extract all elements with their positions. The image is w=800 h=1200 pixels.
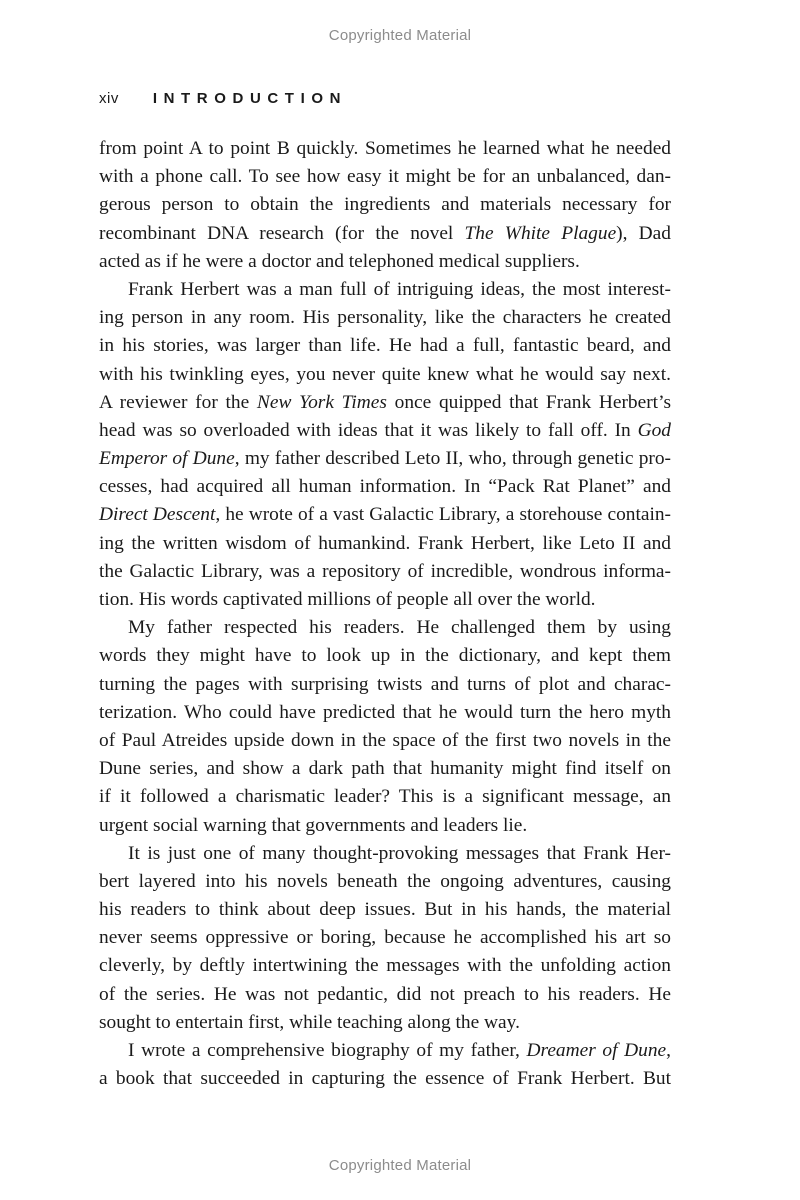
text-segment: , my father described Leto II, who, through genetic pro-: [234, 448, 671, 470]
italic-title: New York Times: [256, 391, 387, 413]
text-segment: turning the pages with surprising twists and turns of plot and charac-: [99, 673, 671, 695]
text-segment: acted as if he were a doctor and telephoned medical suppliers.: [99, 250, 580, 272]
text-segment: bert layered into his novels beneath the ongoing adventures, causing: [99, 870, 671, 892]
text-segment: of Paul Atreides upside down in the space of the first two novels in the: [99, 729, 671, 751]
text-segment: cesses, had acquired all human information. In “Pack Rat Planet” and: [99, 476, 671, 498]
text-segment: his readers to think about deep issues. But in his hands, the material: [99, 899, 671, 921]
text-segment: ,: [666, 1040, 671, 1061]
text-segment: sought to entertain first, while teaching along the way.: [99, 1011, 520, 1033]
text-line: [99, 389, 671, 417]
text-line: [99, 868, 671, 896]
text-line: [99, 981, 671, 1009]
text-line: [99, 191, 671, 219]
text-segment: urgent social warning that governments and leaders lie.: [99, 814, 528, 836]
text-line: [99, 304, 671, 332]
text-segment: gerous person to obtain the ingredients and materials necessary for: [99, 194, 671, 216]
italic-title: God: [637, 419, 671, 441]
text-segment: cleverly, by deftly intertwining the messages with the unfolding action: [99, 955, 671, 977]
text-line: [99, 248, 671, 276]
text-segment: ), Dad: [616, 222, 671, 244]
page-number: xiv: [99, 90, 119, 107]
text-segment: Frank Herbert was a man full of intriguing ideas, the most interest-: [128, 278, 671, 300]
text-line: [99, 135, 671, 163]
text-line: [99, 558, 671, 586]
text-line: [99, 276, 671, 304]
text-line: [99, 530, 671, 558]
text-line: [99, 671, 671, 699]
body-text: [99, 135, 671, 1093]
text-line: [99, 163, 671, 191]
running-head: [99, 90, 347, 107]
text-segment: My father respected his readers. He challenged them by using: [128, 617, 671, 639]
text-segment: if it followed a charismatic leader? This is a significant message, an: [99, 786, 671, 808]
text-segment: ing the written wisdom of humankind. Frank Herbert, like Leto II and: [99, 532, 671, 554]
text-line: [99, 812, 671, 840]
text-line: [99, 924, 671, 952]
text-segment: ing person in any room. His personality, like the characters he created: [99, 307, 671, 329]
text-segment: words they might have to look up in the dictionary, and kept them: [99, 645, 671, 667]
copyright-watermark-top: Copyrighted Material: [328, 27, 472, 44]
text-segment: once quipped that Frank Herbert’s: [386, 391, 672, 413]
text-segment: terization. Who could have predicted that he would turn the hero myth: [99, 701, 671, 723]
text-line: [99, 755, 671, 783]
text-segment: with a phone call. To see how easy it might be for an unbalanced, dan-: [99, 166, 671, 188]
text-segment: from point A to point B quickly. Sometimes he learned what he needed: [99, 138, 671, 159]
text-line: [99, 220, 671, 248]
text-line: [99, 501, 671, 529]
text-line: [99, 1065, 671, 1093]
italic-title: Emperor of Dune: [99, 448, 235, 470]
text-segment: in his stories, was larger than life. He had a full, fantastic beard, and: [99, 335, 671, 357]
text-segment: tion. His words captivated millions of people all over the world.: [99, 589, 596, 610]
text-segment: It is just one of many thought-provoking messages that Frank Her-: [128, 842, 671, 864]
text-segment: Dune series, and show a dark path that humanity might find itself on: [99, 758, 671, 780]
text-segment: I wrote a comprehensive biography of my father,: [128, 1040, 527, 1061]
italic-title: Direct Descent: [99, 504, 216, 526]
text-line: [99, 417, 671, 445]
text-segment: A reviewer for the: [99, 391, 257, 413]
text-segment: head was so overloaded with ideas that it was likely to fall off. In: [99, 419, 638, 441]
text-line: [99, 1037, 671, 1065]
text-segment: , he wrote of a vast Galactic Library, a storehouse contain-: [215, 504, 671, 526]
text-segment: with his twinkling eyes, you never quite knew what he would say next.: [99, 363, 671, 385]
text-line: [99, 699, 671, 727]
text-line: [99, 445, 671, 473]
text-segment: of the series. He was not pedantic, did not preach to his readers. He: [99, 983, 671, 1005]
text-segment: the Galactic Library, was a repository of incredible, wondrous informa-: [99, 560, 671, 582]
text-segment: recombinant DNA research (for the novel: [99, 222, 465, 244]
text-line: [99, 614, 671, 642]
text-segment: a book that succeeded in capturing the essence of Frank Herbert. But: [99, 1068, 671, 1090]
text-line: [99, 361, 671, 389]
text-line: [99, 1009, 671, 1037]
text-line: [99, 586, 671, 614]
text-line: [99, 896, 671, 924]
text-line: [99, 952, 671, 980]
text-line: [99, 473, 671, 501]
text-line: [99, 332, 671, 360]
text-line: [99, 642, 671, 670]
section-title: INTRODUCTION: [152, 90, 348, 107]
italic-title: The White Plague: [464, 222, 617, 244]
italic-title: Dreamer of Dune: [526, 1040, 667, 1061]
copyright-watermark-bottom: Copyrighted Material: [328, 1157, 472, 1174]
text-line: [99, 783, 671, 811]
text-segment: never seems oppressive or boring, because he accomplished his art so: [99, 927, 671, 949]
text-line: [99, 727, 671, 755]
text-line: [99, 840, 671, 868]
